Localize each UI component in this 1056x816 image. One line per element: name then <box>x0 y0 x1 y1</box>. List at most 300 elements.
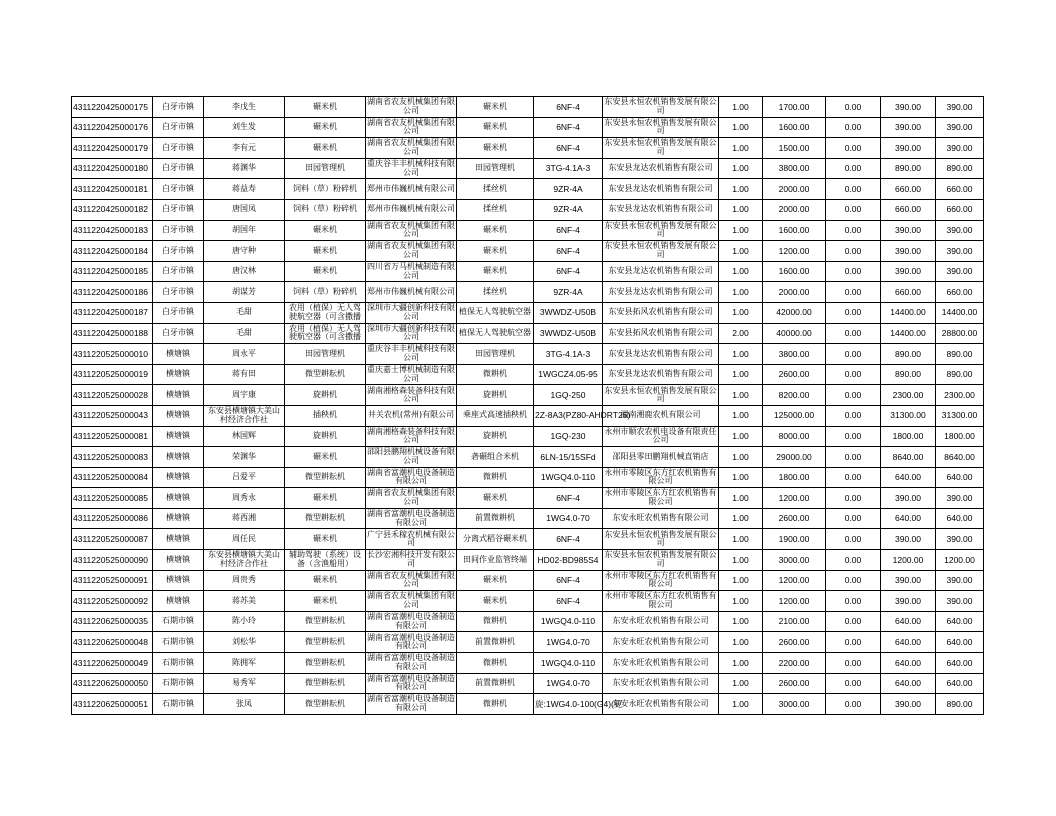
table-row <box>72 694 984 715</box>
quantity-cell: 1.00 <box>719 261 763 282</box>
application-id-cell: 4311220625000050 <box>72 673 153 694</box>
town-cell: 石期市镇 <box>153 653 204 674</box>
dealer-text: 东安永旺农机销售有限公司 <box>612 678 709 688</box>
dealer-text: 东安县永恒农机销售发展有限公司 <box>604 97 717 115</box>
unit-subsidy-cell: 390.00 <box>881 138 936 159</box>
dealer-cell <box>603 344 719 365</box>
machine-category-cell <box>285 673 366 694</box>
town-cell: 白牙市镇 <box>153 282 204 303</box>
sale-price-cell: 8200.00 <box>763 385 826 406</box>
applicant-text: 蒋西湘 <box>232 513 256 523</box>
application-id-cell: 4311220625000051 <box>72 694 153 715</box>
town-cell: 白牙市镇 <box>153 220 204 241</box>
sale-price-cell: 3800.00 <box>763 158 826 179</box>
product-name-text: 旋耕机 <box>483 389 507 399</box>
manufacturer-text: 深圳市大疆创新科技有限公司 <box>367 323 455 342</box>
table-row <box>72 364 984 385</box>
application-id-cell: 4311220425000179 <box>72 138 153 159</box>
machine-category-cell <box>285 694 366 715</box>
central-subsidy-cell: 0.00 <box>826 447 881 468</box>
dealer-text: 永州市顺农农机电设备有限责任公司 <box>604 426 717 445</box>
machine-category-cell <box>285 426 366 447</box>
application-id-cell: 4311220525000091 <box>72 570 153 591</box>
total-subsidy-cell: 890.00 <box>936 344 984 365</box>
dealer-cell <box>603 488 719 509</box>
manufacturer-cell <box>366 653 457 674</box>
application-id-cell: 4311220425000180 <box>72 158 153 179</box>
quantity-cell: 2.00 <box>719 323 763 344</box>
dealer-text: 东安县龙达农机销售有限公司 <box>608 348 713 358</box>
applicant-text: 荣渊华 <box>232 451 256 461</box>
table-row <box>72 550 984 571</box>
model-cell: 3TG-4.1A-3 <box>534 158 603 179</box>
central-subsidy-cell: 0.00 <box>826 241 881 262</box>
machine-category-text: 微型耕耘机 <box>305 513 345 523</box>
central-subsidy-cell: 0.00 <box>826 117 881 138</box>
manufacturer-cell <box>366 570 457 591</box>
manufacturer-cell <box>366 426 457 447</box>
model-cell: 1WGQ4.0-110 <box>534 467 603 488</box>
machine-category-cell <box>285 97 366 118</box>
table-row <box>72 199 984 220</box>
product-name-cell <box>457 447 534 468</box>
product-name-text: 微耕机 <box>483 472 507 482</box>
product-name-cell <box>457 385 534 406</box>
applicant-cell <box>204 138 285 159</box>
applicant-text: 蒋益寿 <box>232 183 256 193</box>
unit-subsidy-cell: 390.00 <box>881 694 936 715</box>
dealer-cell <box>603 138 719 159</box>
manufacturer-cell <box>366 508 457 529</box>
total-subsidy-cell: 2300.00 <box>936 385 984 406</box>
application-id-cell: 4311220525000043 <box>72 405 153 426</box>
town-cell: 横塘镇 <box>153 550 204 571</box>
manufacturer-cell <box>366 591 457 612</box>
manufacturer-cell <box>366 447 457 468</box>
application-id-cell: 4311220425000181 <box>72 179 153 200</box>
dealer-text: 东安永旺农机销售有限公司 <box>612 513 709 523</box>
application-id-cell: 4311220425000188 <box>72 323 153 344</box>
sale-price-cell: 42000.00 <box>763 302 826 323</box>
model-cell: 6NF-4 <box>534 488 603 509</box>
dealer-text: 东安县永恒农机销售发展有限公司 <box>604 385 717 404</box>
manufacturer-text: 湖南省富潮机电设备制造有限公司 <box>367 467 455 486</box>
manufacturer-text: 湖南湘格森装备科技有限公司 <box>367 426 455 445</box>
product-name-text: 碾米机 <box>483 575 507 585</box>
applicant-cell <box>204 611 285 632</box>
unit-subsidy-cell: 14400.00 <box>881 302 936 323</box>
central-subsidy-cell: 0.00 <box>826 344 881 365</box>
model-cell: 6NF-4 <box>534 529 603 550</box>
machine-category-cell <box>285 302 366 323</box>
manufacturer-text: 湖南省农友机械集团有限公司 <box>367 241 455 259</box>
dealer-text: 永州市零陵区东方红农机销售有限公司 <box>604 488 717 507</box>
model-cell: 6NF-4 <box>534 138 603 159</box>
model-cell: 3WWDZ-U50B <box>534 302 603 323</box>
town-cell: 横塘镇 <box>153 405 204 426</box>
model-cell: 1GQ-230 <box>534 426 603 447</box>
total-subsidy-cell: 390.00 <box>936 97 984 118</box>
machine-category-cell <box>285 261 366 282</box>
town-cell: 白牙市镇 <box>153 323 204 344</box>
central-subsidy-cell: 0.00 <box>826 632 881 653</box>
unit-subsidy-cell: 640.00 <box>881 673 936 694</box>
sale-price-cell: 2000.00 <box>763 179 826 200</box>
central-subsidy-cell: 0.00 <box>826 97 881 118</box>
applicant-cell <box>204 364 285 385</box>
manufacturer-cell <box>366 632 457 653</box>
machine-category-cell <box>285 385 366 406</box>
machine-category-cell <box>285 653 366 674</box>
machine-category-cell <box>285 282 366 303</box>
product-name-text: 揉丝机 <box>483 183 507 193</box>
unit-subsidy-cell: 14400.00 <box>881 323 936 344</box>
unit-subsidy-cell: 390.00 <box>881 241 936 262</box>
manufacturer-text: 湖南省富潮机电设备制造有限公司 <box>367 694 455 713</box>
product-name-text: 砻碾组合米机 <box>471 451 519 461</box>
quantity-cell: 1.00 <box>719 97 763 118</box>
model-cell: 2Z-8A3(PZ80-AHDRT25) <box>534 405 603 426</box>
manufacturer-cell <box>366 117 457 138</box>
applicant-cell <box>204 199 285 220</box>
table-row <box>72 508 984 529</box>
quantity-cell: 1.00 <box>719 550 763 571</box>
application-id-cell: 4311220525000084 <box>72 467 153 488</box>
total-subsidy-cell: 390.00 <box>936 220 984 241</box>
product-name-text: 碾米机 <box>483 101 507 111</box>
unit-subsidy-cell: 390.00 <box>881 488 936 509</box>
manufacturer-text: 郑州市伟巍机械有限公司 <box>367 286 455 296</box>
central-subsidy-cell: 0.00 <box>826 570 881 591</box>
manufacturer-cell <box>366 529 457 550</box>
sale-price-cell: 1200.00 <box>763 241 826 262</box>
town-cell: 白牙市镇 <box>153 241 204 262</box>
applicant-text: 吕爱平 <box>232 472 256 482</box>
machine-category-cell <box>285 241 366 262</box>
manufacturer-cell <box>366 158 457 179</box>
product-name-text: 碾米机 <box>483 245 507 255</box>
applicant-cell <box>204 261 285 282</box>
application-id-cell: 4311220525000083 <box>72 447 153 468</box>
quantity-cell: 1.00 <box>719 426 763 447</box>
table-row <box>72 591 984 612</box>
unit-subsidy-cell: 660.00 <box>881 179 936 200</box>
product-name-cell <box>457 570 534 591</box>
central-subsidy-cell: 0.00 <box>826 302 881 323</box>
table-row <box>72 488 984 509</box>
manufacturer-cell <box>366 241 457 262</box>
applicant-cell <box>204 447 285 468</box>
unit-subsidy-cell: 2300.00 <box>881 385 936 406</box>
dealer-text: 东安县龙达农机销售有限公司 <box>608 204 713 214</box>
manufacturer-cell <box>366 220 457 241</box>
product-name-cell <box>457 508 534 529</box>
product-name-cell <box>457 302 534 323</box>
manufacturer-text: 湖南省农友机械集团有限公司 <box>367 117 455 136</box>
machine-category-text: 微型耕耘机 <box>305 616 345 626</box>
town-cell: 横塘镇 <box>153 364 204 385</box>
applicant-cell <box>204 220 285 241</box>
product-name-cell <box>457 632 534 653</box>
applicant-cell <box>204 282 285 303</box>
machine-category-cell <box>285 570 366 591</box>
total-subsidy-cell: 31300.00 <box>936 405 984 426</box>
application-id-cell: 4311220625000035 <box>72 611 153 632</box>
machine-category-cell <box>285 591 366 612</box>
application-id-cell: 4311220625000049 <box>72 653 153 674</box>
dealer-text: 东安县永恒农机销售发展有限公司 <box>604 220 717 239</box>
dealer-cell <box>603 591 719 612</box>
total-subsidy-cell: 14400.00 <box>936 302 984 323</box>
application-id-cell: 4311220425000175 <box>72 97 153 118</box>
machine-category-text: 饲料（草）粉碎机 <box>293 286 357 296</box>
unit-subsidy-cell: 890.00 <box>881 364 936 385</box>
dealer-text: 永州市零陵区东方红农机销售有限公司 <box>604 591 717 610</box>
total-subsidy-cell: 390.00 <box>936 138 984 159</box>
quantity-cell: 1.00 <box>719 117 763 138</box>
applicant-cell <box>204 117 285 138</box>
dealer-cell <box>603 508 719 529</box>
machine-category-cell <box>285 529 366 550</box>
dealer-cell <box>603 385 719 406</box>
central-subsidy-cell: 0.00 <box>826 158 881 179</box>
machine-category-text: 微型耕耘机 <box>305 636 345 646</box>
manufacturer-cell <box>366 302 457 323</box>
product-name-cell <box>457 241 534 262</box>
manufacturer-text: 广宁县禾稼农机械有限公司 <box>367 529 455 548</box>
machine-category-cell <box>285 508 366 529</box>
machine-category-text: 碾米机 <box>313 122 337 132</box>
sale-price-cell: 1200.00 <box>763 488 826 509</box>
applicant-cell <box>204 550 285 571</box>
quantity-cell: 1.00 <box>719 282 763 303</box>
manufacturer-text: 湖南省农友机械集团有限公司 <box>367 488 455 507</box>
applicant-text: 蒋渊华 <box>232 163 256 173</box>
model-cell: 6NF-4 <box>534 241 603 262</box>
town-cell: 横塘镇 <box>153 447 204 468</box>
sale-price-cell: 2000.00 <box>763 282 826 303</box>
unit-subsidy-cell: 660.00 <box>881 282 936 303</box>
model-cell: 9ZR-4A <box>534 282 603 303</box>
product-name-cell <box>457 261 534 282</box>
manufacturer-text: 湖南省富潮机电设备制造有限公司 <box>367 509 455 527</box>
total-subsidy-cell: 660.00 <box>936 179 984 200</box>
machine-category-cell <box>285 405 366 426</box>
machine-category-text: 辅助驾驶（系统）设备（含渔船用） <box>289 550 361 568</box>
central-subsidy-cell: 0.00 <box>826 467 881 488</box>
applicant-cell <box>204 673 285 694</box>
sale-price-cell: 2600.00 <box>763 632 826 653</box>
applicant-text: 蒋苏美 <box>232 595 256 605</box>
product-name-text: 微耕机 <box>483 657 507 667</box>
table-body <box>72 97 984 715</box>
product-name-cell <box>457 426 534 447</box>
central-subsidy-cell: 0.00 <box>826 405 881 426</box>
product-name-cell <box>457 179 534 200</box>
product-name-cell <box>457 529 534 550</box>
machine-category-cell <box>285 447 366 468</box>
dealer-cell <box>603 364 719 385</box>
central-subsidy-cell: 0.00 <box>826 282 881 303</box>
manufacturer-text: 井关农机(常州)有限公司 <box>367 410 455 420</box>
unit-subsidy-cell: 640.00 <box>881 653 936 674</box>
quantity-cell: 1.00 <box>719 653 763 674</box>
manufacturer-cell <box>366 344 457 365</box>
manufacturer-text: 湖南省富潮机电设备制造有限公司 <box>367 632 455 651</box>
total-subsidy-cell: 390.00 <box>936 261 984 282</box>
total-subsidy-cell: 390.00 <box>936 241 984 262</box>
town-cell: 横塘镇 <box>153 488 204 509</box>
dealer-text: 东安永旺农机销售有限公司 <box>612 616 709 626</box>
product-name-cell <box>457 611 534 632</box>
table-row <box>72 97 984 118</box>
unit-subsidy-cell: 640.00 <box>881 611 936 632</box>
manufacturer-cell <box>366 97 457 118</box>
town-cell: 横塘镇 <box>153 467 204 488</box>
sale-price-cell: 1600.00 <box>763 261 826 282</box>
total-subsidy-cell: 390.00 <box>936 529 984 550</box>
applicant-cell <box>204 426 285 447</box>
quantity-cell: 1.00 <box>719 673 763 694</box>
machine-category-cell <box>285 179 366 200</box>
model-cell: 1WG4.0-70 <box>534 632 603 653</box>
model-cell: 1WG4.0-70 <box>534 673 603 694</box>
product-name-text: 碾米机 <box>483 492 507 502</box>
applicant-text: 胡谋芳 <box>232 286 256 296</box>
manufacturer-cell <box>366 138 457 159</box>
applicant-text: 周宇康 <box>232 389 256 399</box>
dealer-text: 东安永旺农机销售有限公司 <box>612 636 709 646</box>
sale-price-cell: 29000.00 <box>763 447 826 468</box>
town-cell: 横塘镇 <box>153 344 204 365</box>
unit-subsidy-cell: 640.00 <box>881 467 936 488</box>
product-name-cell <box>457 117 534 138</box>
applicant-cell <box>204 323 285 344</box>
product-name-text: 碾米机 <box>483 225 507 235</box>
manufacturer-cell <box>366 694 457 715</box>
unit-subsidy-cell: 640.00 <box>881 632 936 653</box>
product-name-cell <box>457 591 534 612</box>
unit-subsidy-cell: 8640.00 <box>881 447 936 468</box>
table-row <box>72 653 984 674</box>
dealer-text: 东安县永恒农机销售发展有限公司 <box>604 241 717 259</box>
model-cell: 1WGCZ4.05-95 <box>534 364 603 385</box>
town-cell: 石期市镇 <box>153 611 204 632</box>
machine-category-cell <box>285 158 366 179</box>
unit-subsidy-cell: 890.00 <box>881 344 936 365</box>
applicant-text: 周永平 <box>232 348 256 358</box>
machine-category-text: 旋耕机 <box>313 431 337 440</box>
sale-price-cell: 1600.00 <box>763 220 826 241</box>
sale-price-cell: 8000.00 <box>763 426 826 447</box>
machine-category-text: 微型耕耘机 <box>305 369 345 379</box>
table-row <box>72 241 984 262</box>
sale-price-cell: 125000.00 <box>763 405 826 426</box>
applicant-text: 刘松华 <box>232 636 256 646</box>
model-cell: 1WG4.0-70 <box>534 508 603 529</box>
model-cell: 9ZR-4A <box>534 199 603 220</box>
model-cell: 6NF-4 <box>534 570 603 591</box>
table-row <box>72 261 984 282</box>
total-subsidy-cell: 390.00 <box>936 591 984 612</box>
machine-category-cell <box>285 632 366 653</box>
machine-category-text: 饲料（草）粉碎机 <box>293 204 357 214</box>
manufacturer-cell <box>366 179 457 200</box>
sale-price-cell: 1600.00 <box>763 117 826 138</box>
product-name-cell <box>457 344 534 365</box>
application-id-cell: 4311220425000186 <box>72 282 153 303</box>
product-name-cell <box>457 694 534 715</box>
sale-price-cell: 1900.00 <box>763 529 826 550</box>
unit-subsidy-cell: 390.00 <box>881 117 936 138</box>
dealer-text: 邵阳县零田鹏翔机械直销店 <box>612 451 709 461</box>
central-subsidy-cell: 0.00 <box>826 385 881 406</box>
dealer-cell <box>603 447 719 468</box>
applicant-text: 毛甜 <box>236 328 252 338</box>
application-id-cell: 4311220525000086 <box>72 508 153 529</box>
unit-subsidy-cell: 890.00 <box>881 158 936 179</box>
product-name-text: 揉丝机 <box>483 204 507 214</box>
product-name-cell <box>457 488 534 509</box>
dealer-cell <box>603 426 719 447</box>
table-row <box>72 323 984 344</box>
model-cell: 3TG-4.1A-3 <box>534 344 603 365</box>
product-name-cell <box>457 673 534 694</box>
applicant-cell <box>204 405 285 426</box>
applicant-cell <box>204 179 285 200</box>
machine-category-text: 碾米机 <box>313 451 337 461</box>
dealer-text: 东安县龙达农机销售有限公司 <box>608 369 713 379</box>
applicant-cell <box>204 570 285 591</box>
dealer-cell <box>603 611 719 632</box>
unit-subsidy-cell: 390.00 <box>881 591 936 612</box>
manufacturer-text: 湖南省富潮机电设备制造有限公司 <box>367 612 455 630</box>
application-id-cell: 4311220525000019 <box>72 364 153 385</box>
machine-category-cell <box>285 611 366 632</box>
product-name-cell <box>457 220 534 241</box>
manufacturer-text: 郑州市伟巍机械有限公司 <box>367 183 455 193</box>
manufacturer-cell <box>366 364 457 385</box>
quantity-cell: 1.00 <box>719 591 763 612</box>
town-cell: 白牙市镇 <box>153 179 204 200</box>
central-subsidy-cell: 0.00 <box>826 179 881 200</box>
total-subsidy-cell: 8640.00 <box>936 447 984 468</box>
dealer-cell <box>603 302 719 323</box>
sale-price-cell: 2200.00 <box>763 653 826 674</box>
product-name-text: 前置微耕机 <box>475 636 515 646</box>
model-cell: 6NF-4 <box>534 220 603 241</box>
application-id-cell: 4311220425000185 <box>72 261 153 282</box>
total-subsidy-cell: 640.00 <box>936 653 984 674</box>
total-subsidy-cell: 890.00 <box>936 158 984 179</box>
manufacturer-cell <box>366 282 457 303</box>
product-name-cell <box>457 199 534 220</box>
product-name-text: 碾米机 <box>483 122 507 132</box>
applicant-text: 东安县横塘镇大美山村经济合作社 <box>208 550 280 568</box>
dealer-cell <box>603 323 719 344</box>
manufacturer-cell <box>366 261 457 282</box>
product-name-cell <box>457 158 534 179</box>
product-name-text: 微耕机 <box>483 369 507 379</box>
total-subsidy-cell: 640.00 <box>936 467 984 488</box>
application-id-cell: 4311220525000087 <box>72 529 153 550</box>
sale-price-cell: 1700.00 <box>763 97 826 118</box>
applicant-text: 陈拥军 <box>232 657 256 667</box>
town-cell: 白牙市镇 <box>153 158 204 179</box>
quantity-cell: 1.00 <box>719 364 763 385</box>
applicant-cell <box>204 653 285 674</box>
total-subsidy-cell: 640.00 <box>936 673 984 694</box>
